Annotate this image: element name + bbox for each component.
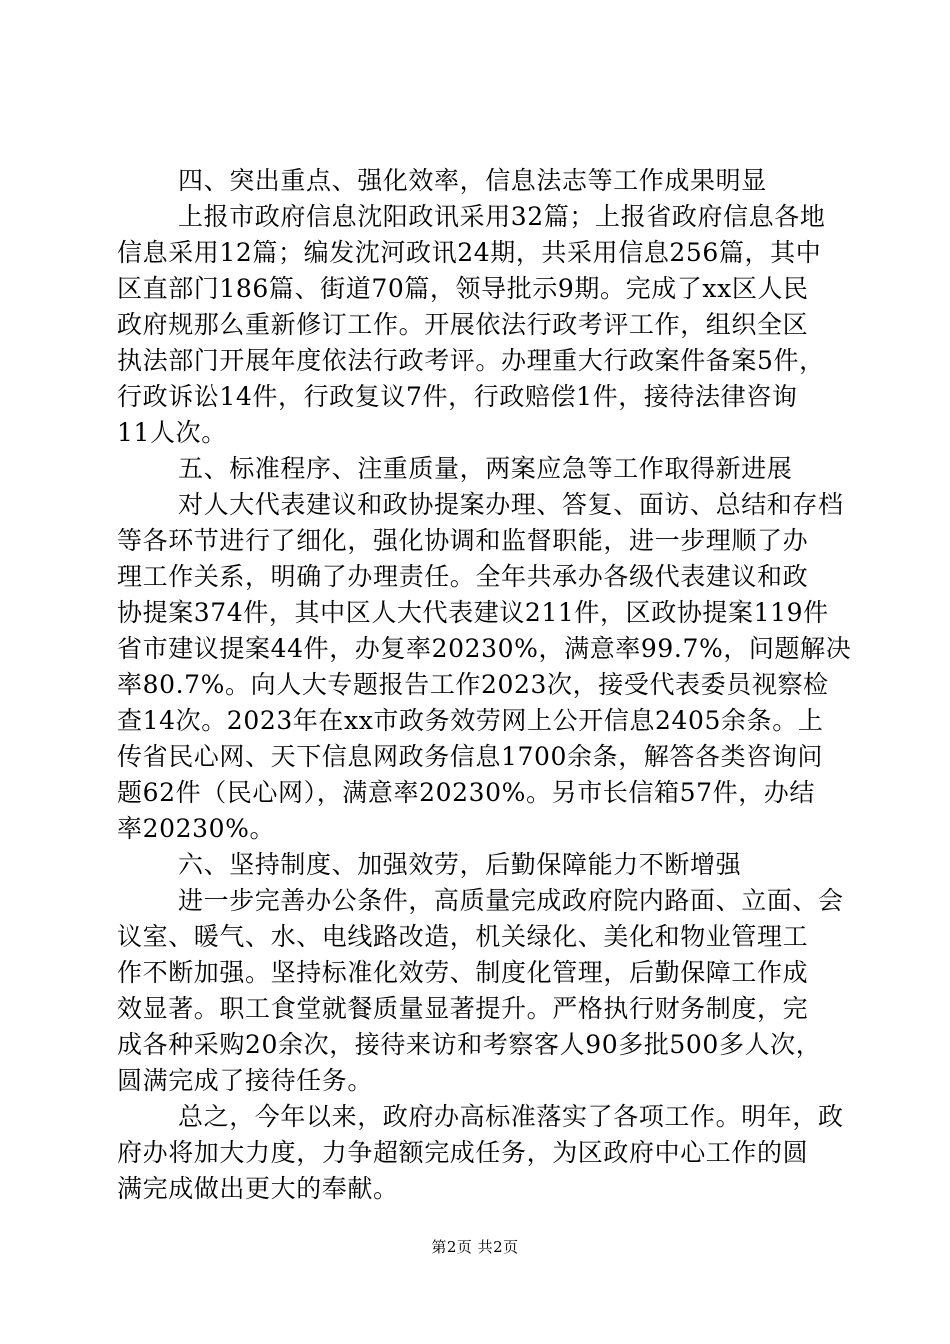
paragraph-line: 省市建议提案44件，办复率20230%，满意率99.7%，问题解决 [117, 634, 852, 663]
paragraph-line: 上报市政府信息沈阳政讯采用32篇；上报省政府信息各地 [178, 202, 826, 231]
section-heading: 四、突出重点、强化效率，信息法志等工作成果明显 [178, 166, 767, 195]
paragraph-line: 总之，今年以来，政府办高标准落实了各项工作。明年，政 [178, 1102, 844, 1131]
paragraph-line: 传省民心网、天下信息网政务信息1700余条，解答各类咨询问 [117, 742, 824, 771]
section-heading: 五、标准程序、注重质量，两案应急等工作取得新进展 [178, 454, 793, 483]
paragraph-line: 议室、暖气、水、电线路改造，机关绿化、美化和物业管理工 [117, 922, 809, 951]
paragraph-line: 等各环节进行了细化，强化协调和监督职能，进一步理顺了办 [117, 526, 809, 555]
paragraph-line: 执法部门开展年度依法行政考评。办理重大行政案件备案5件， [117, 346, 825, 375]
paragraph-line: 11人次。 [117, 418, 227, 447]
paragraph-line: 率80.7%。向人大专题报告工作2023次，接受代表委员视察检 [117, 670, 829, 699]
paragraph-line: 理工作关系，明确了办理责任。全年共承办各级代表建议和政 [117, 562, 809, 591]
paragraph-line: 协提案374件，其中区人大代表建议211件，区政协提案119件 [117, 598, 829, 627]
paragraph-line: 政府规那么重新修订工作。开展依法行政考评工作，组织全区 [117, 310, 809, 339]
paragraph-line: 查14次。2023年在xx市政务效劳网上公开信息2405余条。上 [117, 706, 824, 735]
section-heading: 六、坚持制度、加强效劳，后勤保障能力不断增强 [178, 850, 742, 879]
page-number-footer: 第2页 共2页 [431, 1238, 519, 1256]
paragraph-line: 成各种采购20余次，接待来访和考察客人90多批500多人次， [117, 1030, 822, 1059]
paragraph-line: 进一步完善办公条件，高质量完成政府院内路面、立面、会 [178, 886, 844, 915]
paragraph-line: 对人大代表建议和政协提案办理、答复、面访、总结和存档 [178, 490, 844, 519]
paragraph-line: 区直部门186篇、街道70篇，领导批示9期。完成了xx区人民 [117, 274, 809, 303]
paragraph-line: 题62件（民心网），满意率20230%。另市长信箱57件，办结 [117, 778, 816, 807]
paragraph-line: 圆满完成了接待任务。 [117, 1066, 374, 1095]
paragraph-line: 信息采用12篇；编发沈河政讯24期，共采用信息256篇，其中 [117, 238, 822, 267]
paragraph-line: 府办将加大力度，力争超额完成任务，为区政府中心工作的圆 [117, 1138, 809, 1167]
paragraph-line: 满完成做出更大的奉献。 [117, 1174, 399, 1203]
paragraph-line: 行政诉讼14件，行政复议7件，行政赔偿1件，接待法律咨询 [117, 382, 798, 411]
paragraph-line: 率20230%。 [117, 814, 276, 843]
paragraph-line: 作不断加强。坚持标准化效劳、制度化管理，后勤保障工作成 [117, 958, 809, 987]
paragraph-line: 效显著。职工食堂就餐质量显著提升。严格执行财务制度，完 [117, 994, 809, 1023]
